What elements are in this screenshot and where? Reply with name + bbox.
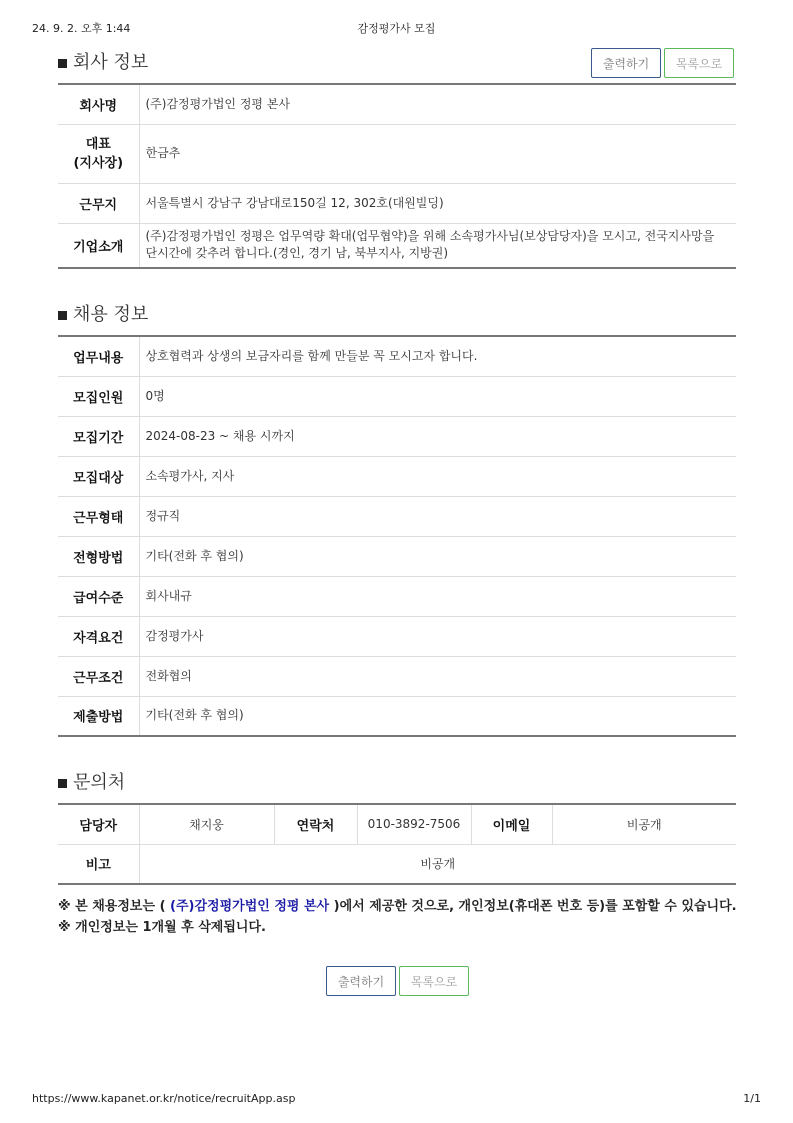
recruit-row — [58, 696, 736, 736]
work-condition-value: 전화협의 — [139, 656, 736, 696]
company-intro-label: 기업소개 — [58, 223, 139, 268]
privacy-notice-line2: ※ 개인정보는 1개월 후 삭제됩니다. — [58, 920, 266, 935]
selection-method-value: 기타(전화 후 협의) — [139, 536, 736, 576]
salary-value: 회사내규 — [139, 576, 736, 616]
job-description-label: 업무내용 — [58, 336, 139, 376]
representative-value: 한금추 — [139, 124, 736, 183]
recruit-row — [58, 456, 736, 496]
recruit-row — [58, 536, 736, 576]
contact-table — [58, 803, 736, 885]
salary-label: 급여수준 — [58, 576, 139, 616]
phone-value: 010-3892-7506 — [357, 804, 471, 844]
print-header — [32, 20, 761, 36]
job-description-value: 상호협력과 상생의 보금자리를 함께 만들분 꼭 모시고자 합니다. — [139, 336, 736, 376]
company-intro-row — [58, 223, 736, 268]
qualification-label: 자격요건 — [58, 616, 139, 656]
recruit-section-title-text: 채용 정보 — [73, 304, 149, 325]
manager-label: 담당자 — [58, 804, 139, 844]
workplace-row — [58, 183, 736, 223]
recruit-row — [58, 616, 736, 656]
square-bullet-icon — [58, 779, 67, 788]
print-title: 감정평가사 모집 — [357, 22, 436, 35]
company-name-label: 회사명 — [58, 84, 139, 124]
company-name-value: (주)감정평가법인 정평 본사 — [139, 84, 736, 124]
note-row — [58, 844, 736, 884]
notice-suffix: )에서 제공한 것으로, 개인정보(휴대폰 번호 등)를 포함할 수 있습니다. — [329, 899, 737, 914]
representative-label — [58, 124, 139, 183]
list-button-bottom[interactable]: 목록으로 — [399, 966, 469, 996]
representative-row — [58, 124, 736, 183]
manager-value: 채지웅 — [139, 804, 274, 844]
email-label: 이메일 — [471, 804, 552, 844]
recruit-row — [58, 576, 736, 616]
recruit-target-label: 모집대상 — [58, 456, 139, 496]
recruit-period-label: 모집기간 — [58, 416, 139, 456]
submission-method-label: 제출방법 — [58, 696, 139, 736]
print-date: 24. 9. 2. 오후 1:44 — [32, 22, 131, 35]
contact-row — [58, 804, 736, 844]
company-section-title — [58, 48, 148, 74]
note-label: 비고 — [58, 844, 139, 884]
recruit-period-value: 2024-08-23 ~ 채용 시까지 — [139, 416, 736, 456]
print-footer — [32, 1092, 761, 1108]
recruit-row — [58, 496, 736, 536]
print-url: https://www.kapanet.or.kr/notice/recruitApp.asp — [32, 1092, 296, 1105]
contact-section-title-text: 문의처 — [73, 772, 126, 793]
recruit-row — [58, 376, 736, 416]
square-bullet-icon — [58, 311, 67, 320]
workplace-value: 서울특별시 강남구 강남대로150길 12, 302호(대원빌딩) — [139, 183, 736, 223]
recruit-section-title — [58, 300, 148, 326]
print-page-number: 1/1 — [743, 1092, 761, 1105]
company-info-table — [58, 83, 736, 269]
notice-company-name: (주)감정평가법인 정평 본사 — [170, 899, 330, 914]
note-value: 비공개 — [420, 857, 456, 872]
square-bullet-icon — [58, 59, 67, 68]
employment-type-label: 근무형태 — [58, 496, 139, 536]
company-name-row — [58, 84, 736, 124]
representative-label-line2: (지사장) — [73, 155, 124, 171]
notice-prefix: ※ 본 채용정보는 ( — [58, 899, 171, 914]
headcount-label: 모집인원 — [58, 376, 139, 416]
phone-label: 연락처 — [274, 804, 357, 844]
print-button-bottom[interactable]: 출력하기 — [326, 966, 396, 996]
work-condition-label: 근무조건 — [58, 656, 139, 696]
recruit-info-table — [58, 335, 736, 737]
selection-method-label: 전형방법 — [58, 536, 139, 576]
print-button-top[interactable]: 출력하기 — [591, 48, 661, 78]
qualification-value: 감정평가사 — [139, 616, 736, 656]
privacy-notice-line1 — [58, 896, 738, 917]
recruit-row — [58, 656, 736, 696]
company-intro-value: (주)감정평가법인 정평은 업무역량 확대(업무협약)을 위해 소속평가사님(보상담당자)을 모시고, 전국지사망을 단시간에 갖추려 합니다.(경인, 경기 남, 북부지사, 지방권) — [145, 229, 715, 261]
workplace-label: 근무지 — [58, 183, 139, 223]
representative-label-line1: 대표 — [85, 136, 111, 152]
privacy-notice — [58, 896, 738, 938]
headcount-value: 0명 — [139, 376, 736, 416]
recruit-row — [58, 416, 736, 456]
email-value: 비공개 — [552, 804, 736, 844]
employment-type-value: 정규직 — [139, 496, 736, 536]
recruit-row — [58, 336, 736, 376]
company-section-title-text: 회사 정보 — [73, 52, 149, 73]
list-button-top[interactable]: 목록으로 — [664, 48, 734, 78]
recruit-target-value: 소속평가사, 지사 — [139, 456, 736, 496]
submission-method-value: 기타(전화 후 협의) — [145, 708, 244, 723]
contact-section-title — [58, 768, 125, 794]
